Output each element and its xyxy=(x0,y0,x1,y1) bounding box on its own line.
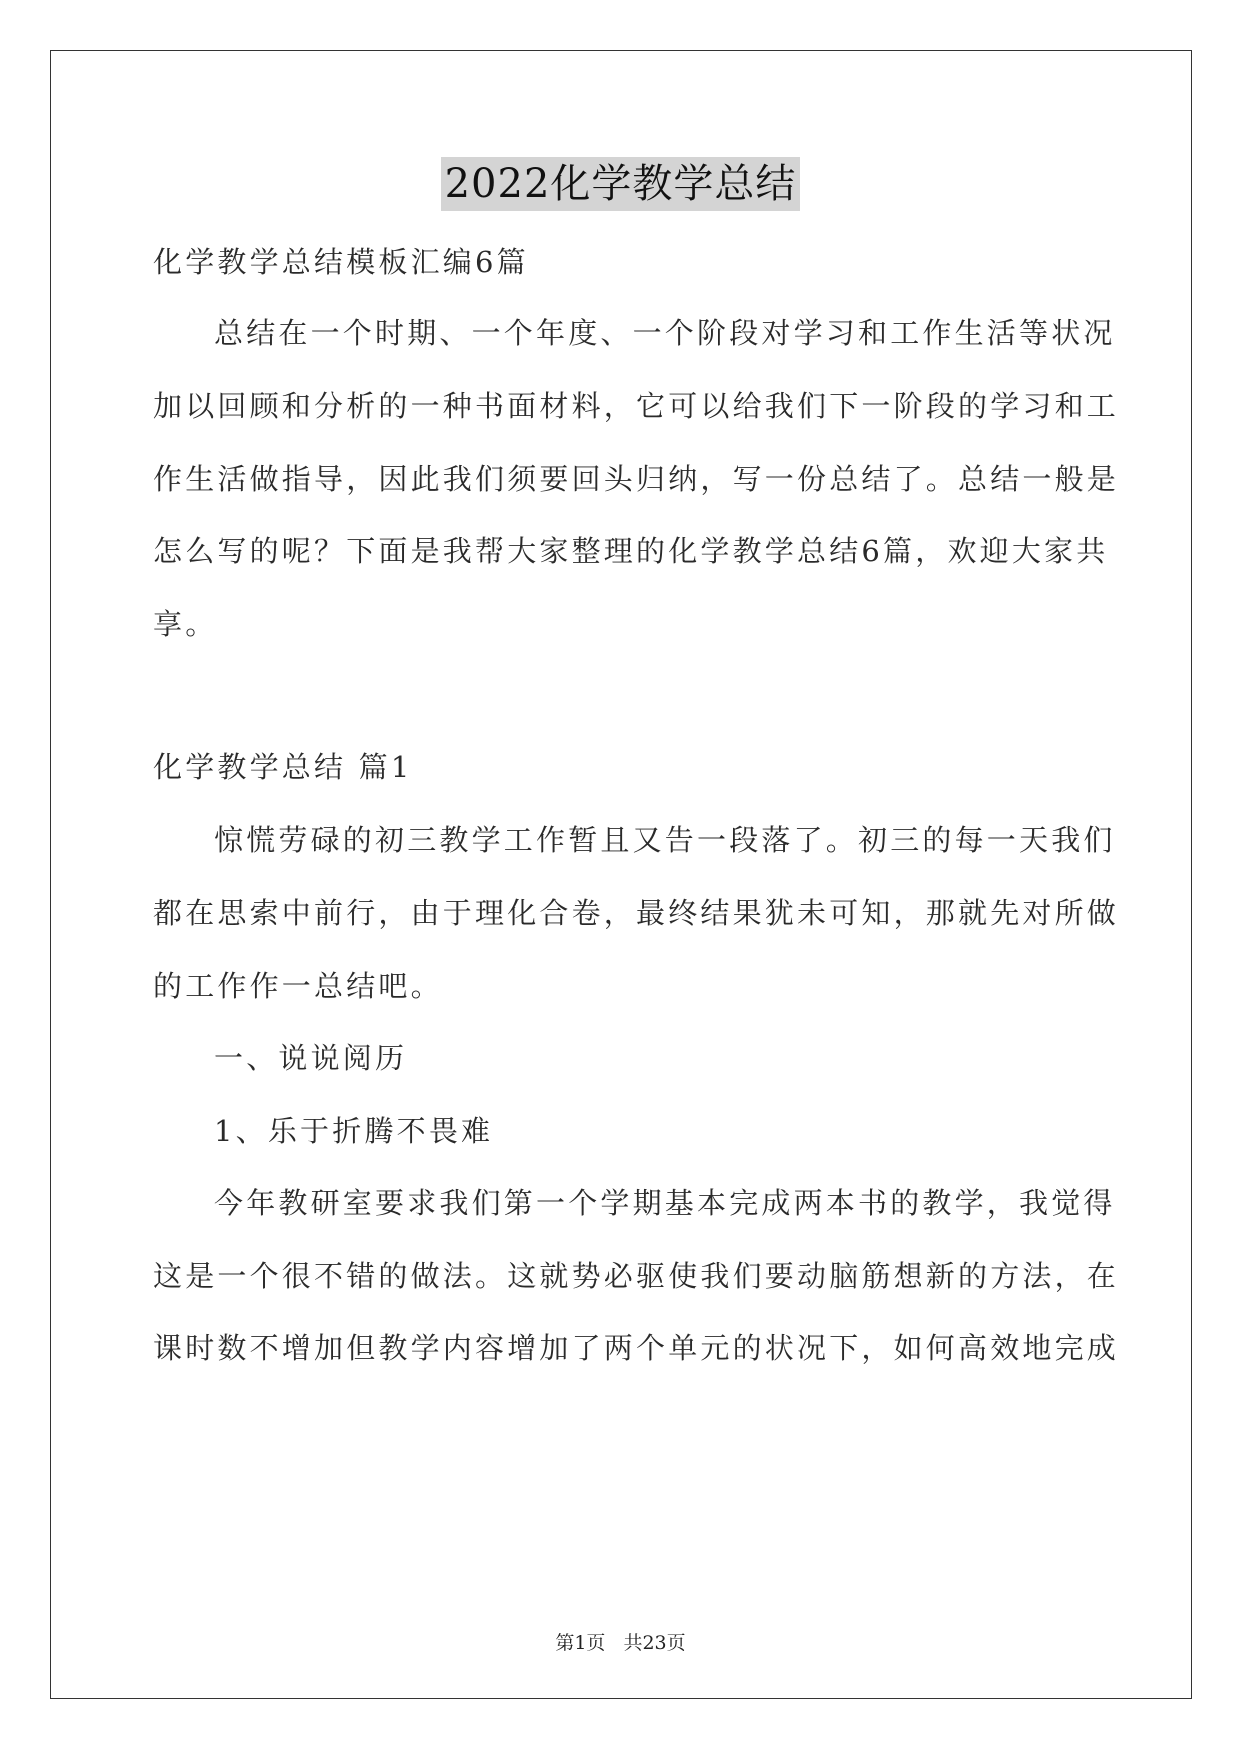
subtitle: 化学教学总结模板汇编6篇 xyxy=(153,245,529,279)
document-title: 2022化学教学总结 xyxy=(441,157,801,211)
paragraph-line: 这是一个很不错的做法。这就势必驱使我们要动脑筋想新的方法，在 xyxy=(153,1259,1120,1293)
intro-line: 作生活做指导，因此我们须要回头归纳，写一份总结了。总结一般是 xyxy=(153,462,1120,496)
subheading-2: 1、乐于折腾不畏难 xyxy=(214,1114,494,1148)
subheading-1: 一、说说阅历 xyxy=(214,1041,408,1075)
section-line: 惊慌劳碌的初三教学工作暂且又告一段落了。初三的每一天我们 xyxy=(214,823,1116,857)
paragraph-line: 课时数不增加但教学内容增加了两个单元的状况下，如何高效地完成 xyxy=(153,1331,1120,1365)
page-footer xyxy=(0,1628,1241,1655)
document-title-wrap xyxy=(0,157,1241,211)
section-line: 的工作作一总结吧。 xyxy=(153,969,443,1003)
page-number: 第1页 xyxy=(555,1632,606,1654)
page-total: 共23页 xyxy=(623,1632,686,1654)
section-line: 都在思索中前行，由于理化合卷，最终结果犹未可知，那就先对所做 xyxy=(153,896,1120,930)
section-heading: 化学教学总结 篇1 xyxy=(153,750,413,784)
page-border xyxy=(50,50,1192,1699)
paragraph-line: 今年教研室要求我们第一个学期基本完成两本书的教学，我觉得 xyxy=(214,1186,1116,1220)
intro-line: 怎么写的呢？下面是我帮大家整理的化学教学总结6篇，欢迎大家共 xyxy=(153,534,1109,568)
intro-line: 总结在一个时期、一个年度、一个阶段对学习和工作生活等状况 xyxy=(214,316,1116,350)
intro-line: 加以回顾和分析的一种书面材料，它可以给我们下一阶段的学习和工 xyxy=(153,389,1120,423)
intro-line: 享。 xyxy=(153,607,218,641)
